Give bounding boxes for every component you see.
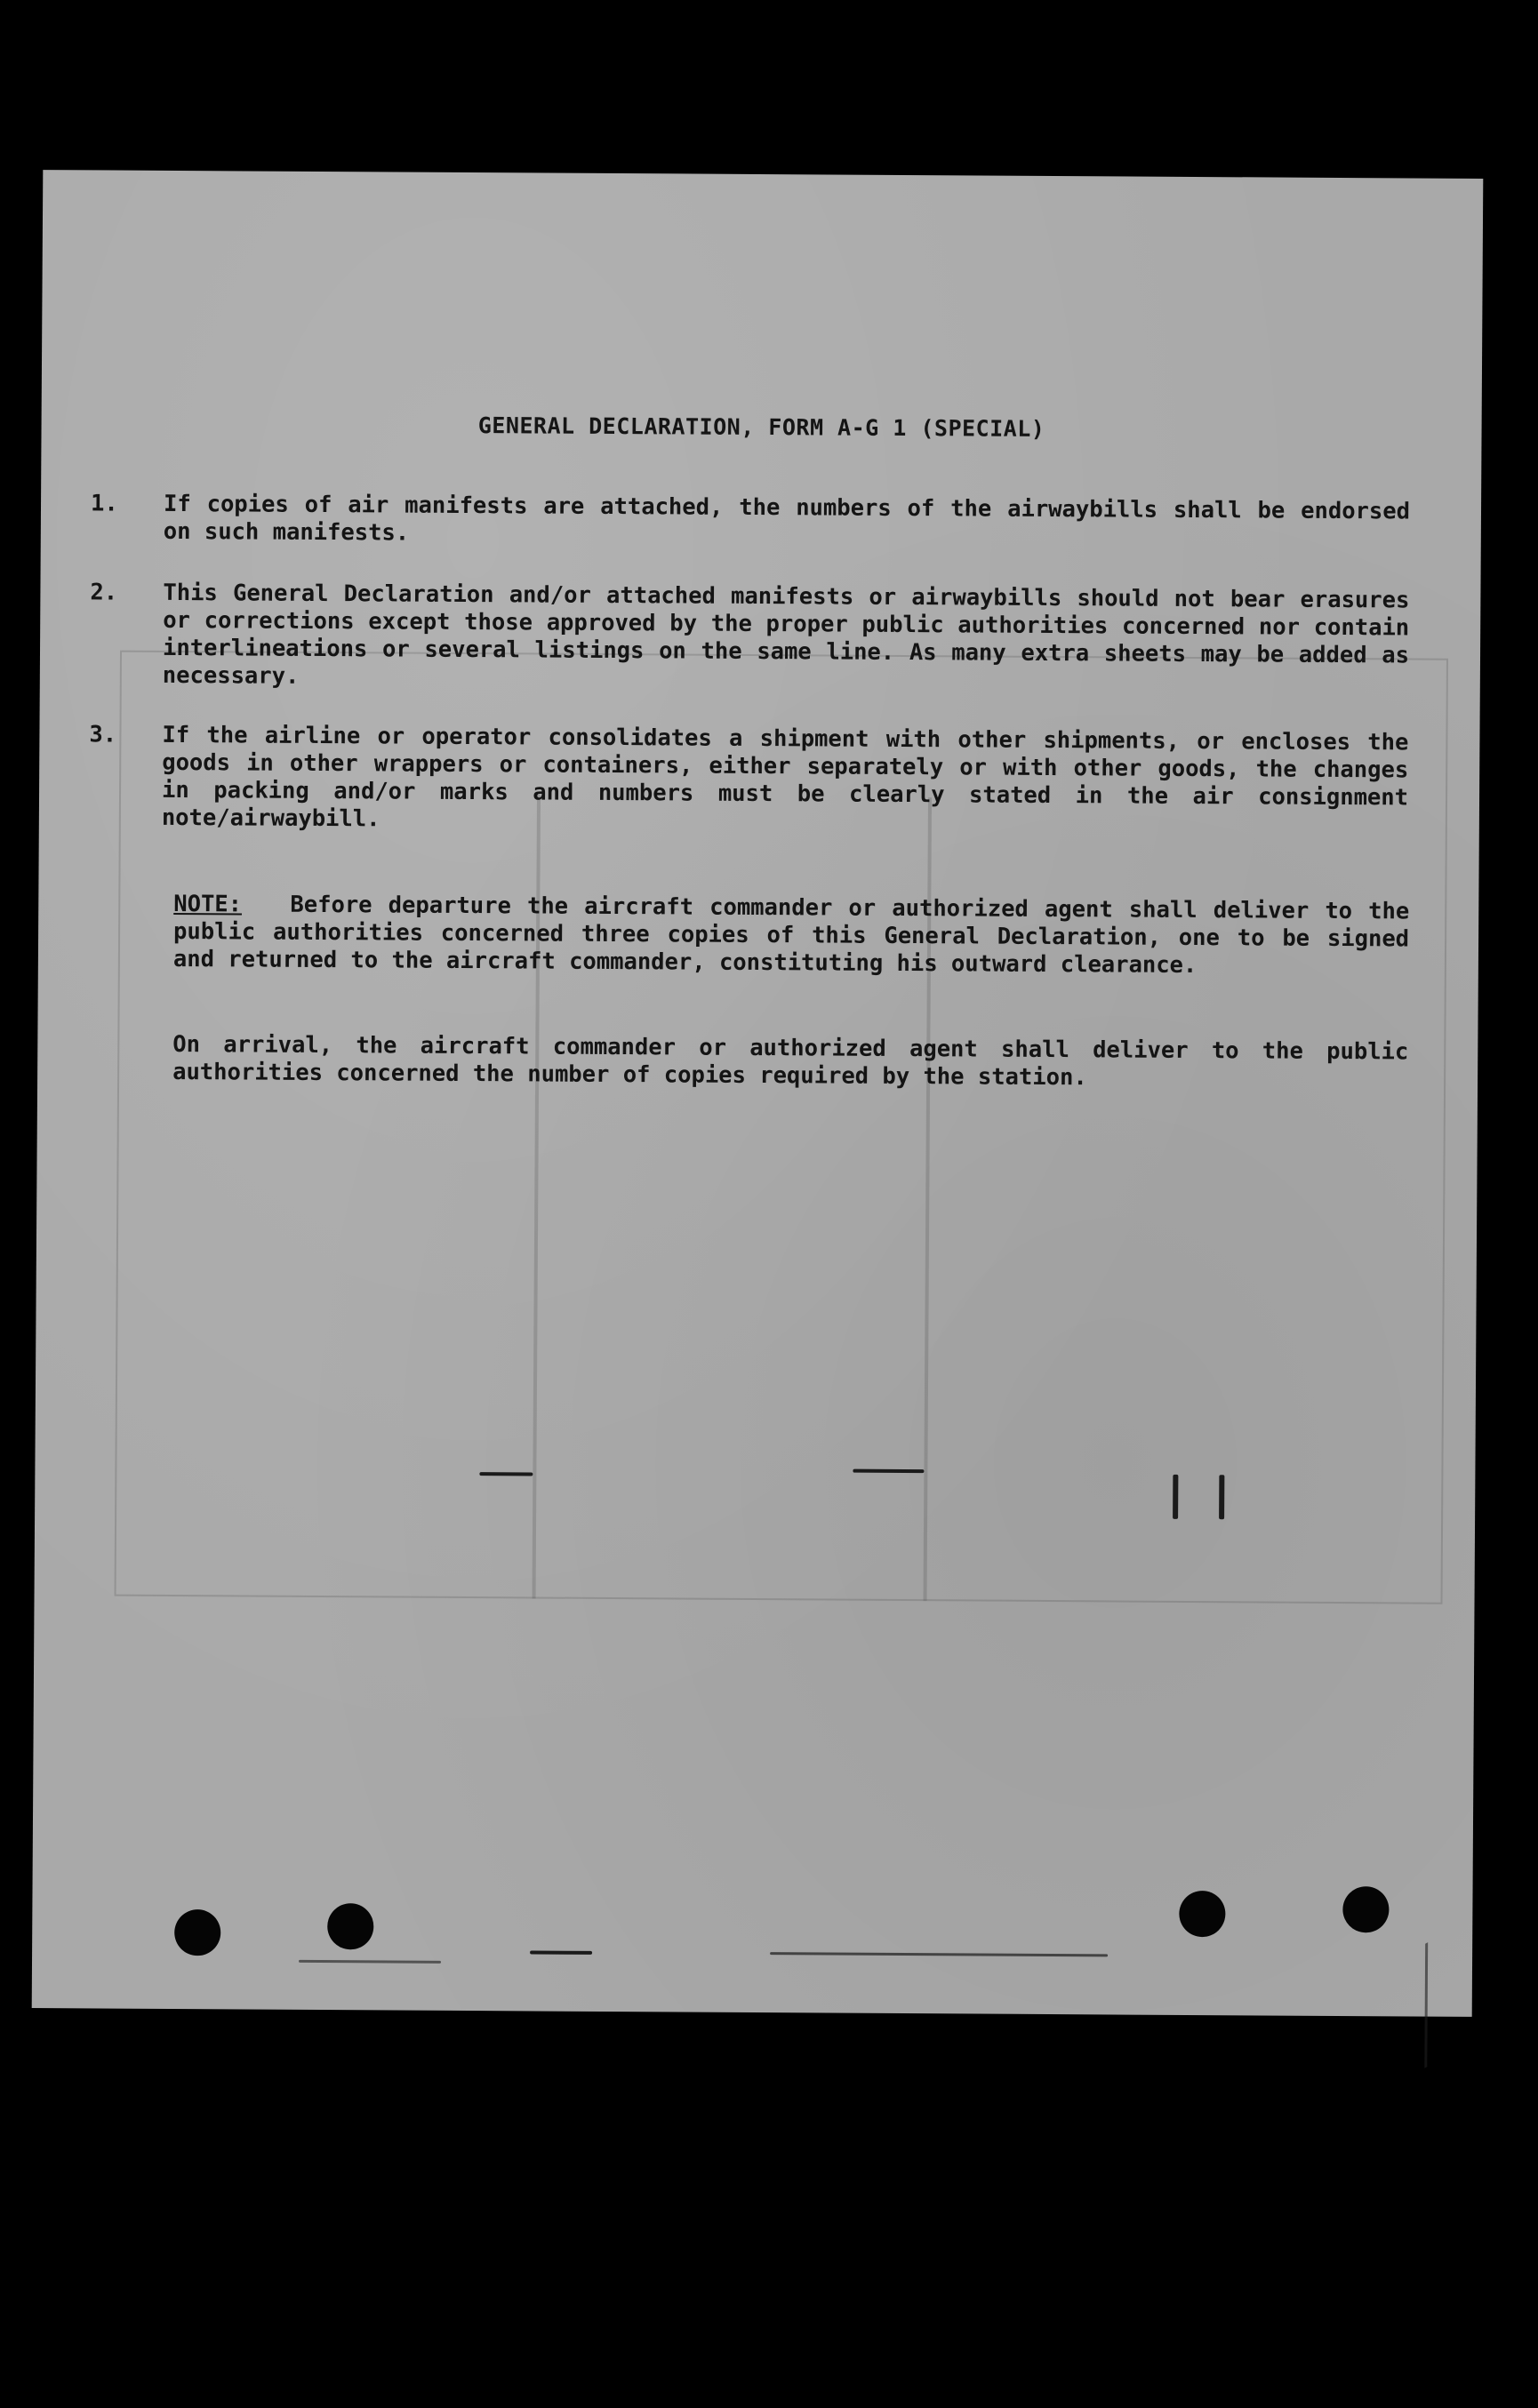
note-paragraph bbox=[173, 891, 1410, 980]
punch-hole bbox=[1179, 1891, 1225, 1937]
note-label: NOTE: bbox=[173, 890, 243, 918]
scan-mark bbox=[479, 1472, 533, 1476]
scan-mark bbox=[299, 1960, 441, 1964]
document-page bbox=[32, 170, 1484, 2017]
punch-hole bbox=[327, 1903, 373, 1949]
form-title: GENERAL DECLARATION, FORM A-G 1 (SPECIAL) bbox=[477, 412, 1045, 442]
scan-mark bbox=[1173, 1475, 1178, 1519]
instruction-item bbox=[89, 721, 1409, 840]
punch-hole bbox=[1342, 1886, 1389, 1932]
scan-mark bbox=[1219, 1475, 1224, 1519]
scan-mark bbox=[770, 1952, 1108, 1956]
scan-mark bbox=[530, 1950, 592, 1954]
punch-hole bbox=[174, 1909, 220, 1956]
item-text: If copies of air manifests are attached, the numbers of the airwaybills shall be endorsed on such manifests. bbox=[163, 490, 1411, 547]
instruction-item bbox=[90, 490, 1411, 554]
item-text: If the airline or operator consolidates a shipment with other shipments, or encloses the goods in other wrappers or containers, either separately or with other goods, the changes in packing and/or marks and numbers must be clearly stated in the air consignment note/airwaybill. bbox=[161, 721, 1409, 833]
folded-corner bbox=[1424, 1912, 1481, 2068]
item-number: 2. bbox=[90, 579, 118, 606]
item-number: 3. bbox=[89, 721, 117, 748]
item-text: This General Declaration and/or attached manifests or airwaybills should not bear erasures or corrections except those approved by the proper public authorities concerned nor contain interlineations or several listings on the same line. As many extra sheets may be added as necessary. bbox=[162, 579, 1410, 690]
scan-mark bbox=[853, 1469, 924, 1473]
instruction-item bbox=[90, 579, 1410, 698]
note-text: Before departure the aircraft commander or authorized agent shall deliver to the public authorities concerned three copies of this General Declaration, one to be signed and returned to the aircraft commander, constituting his outward clearance. bbox=[172, 891, 1410, 980]
arrival-paragraph: On arrival, the aircraft commander or authorized agent shall deliver to the public authorities concerned the number of copies required by the station. bbox=[172, 1030, 1409, 1092]
item-number: 1. bbox=[90, 490, 118, 517]
